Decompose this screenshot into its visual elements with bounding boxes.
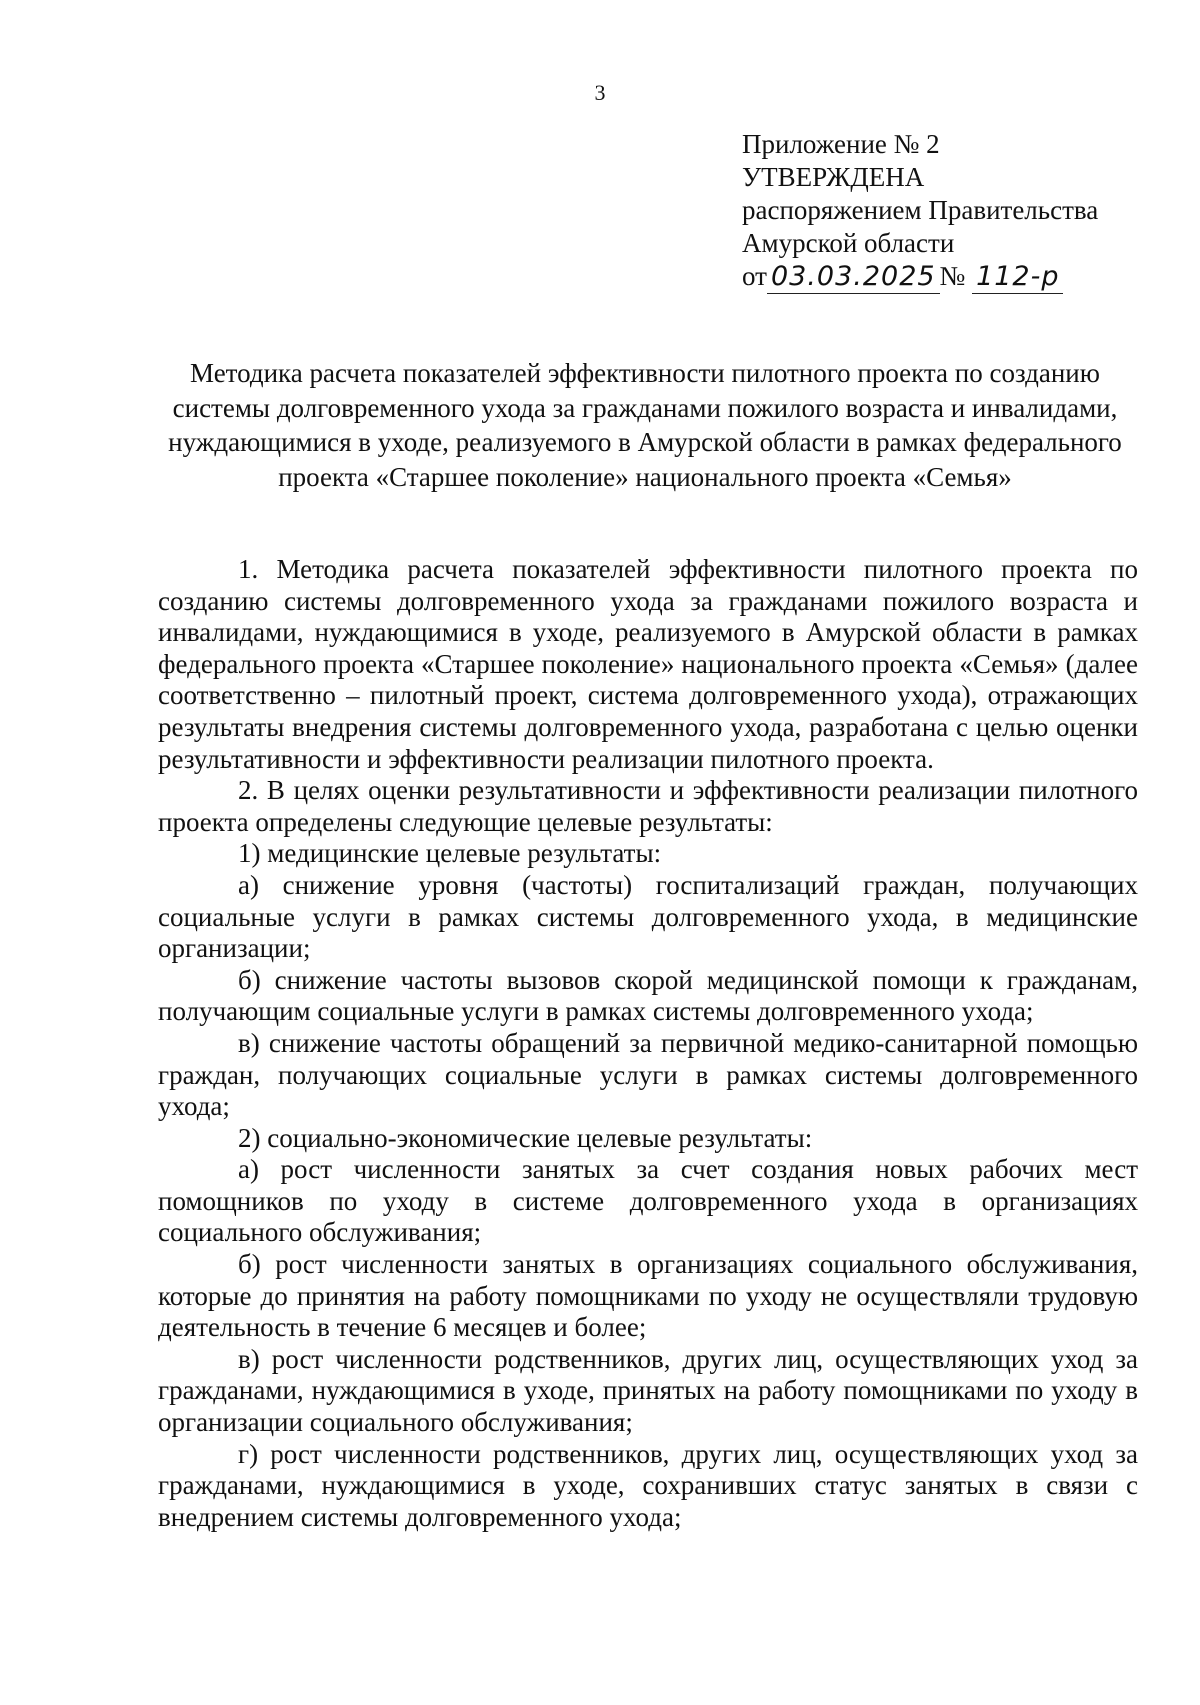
page-number: 3 — [594, 80, 606, 105]
document-title: Методика расчета показателей эффективности пилотного проекта по созданию системы долговременного ухода за гражданами пожилого возраста и инвалидами, нуждающимися в уходе, реализуемого в Амурской области в рамках федерального проекта «Старшее поколение» национального проекта «Семья» — [168, 358, 1122, 492]
paragraph-1: 1. Методика расчета показателей эффективности пилотного проекта по созданию системы долговременного ухода за гражданами пожилого возраста и инвалидами, нуждающимися в уходе, реализуемого в Амурской области в рамках федерального проекта «Старшее поколение» национального проекта «Семья» (далее соответственно – пилотный проект, система долговременного ухода), отражающих результаты внедрения системы долговременного ухода, разработана с целью оценки результативности и эффективности реализации пилотного проекта. — [158, 554, 1138, 774]
document-body — [158, 554, 1138, 1533]
paragraph-medical-results: 1) медицинские целевые результаты: — [238, 838, 662, 869]
appendix-label: Приложение № 2 — [742, 129, 940, 159]
paragraph-2: 2. В целях оценки результативности и эффективности реализации пилотного проекта определены следующие целевые результаты: — [158, 775, 1138, 837]
number-prefix: № — [939, 261, 966, 291]
approval-block — [742, 128, 1162, 294]
paragraph-socioeconomic-results: 2) социально-экономические целевые результаты: — [238, 1122, 813, 1153]
handwritten-number: 112-р — [972, 260, 1063, 294]
date-prefix: от — [742, 261, 767, 291]
paragraph-medical-b: б) снижение частоты вызовов скорой медицинской помощи к гражданам, получающим социальные услуги в рамках системы долговременного ухода; — [158, 964, 1138, 1027]
paragraph-socioeconomic-d: г) рост численности родственников, других лиц, осуществляющих уход за гражданами, нуждающимися в уходе, сохранивших статус занятых в связи с внедрением системы долговременного ухода; — [158, 1438, 1138, 1532]
handwritten-date: 03.03.2025 — [767, 260, 940, 294]
approved-label: УТВЕРЖДЕНА — [742, 162, 925, 192]
paragraph-socioeconomic-b: б) рост численности занятых в организациях социального обслуживания, которые до принятия на работу помощниками по уходу не осуществляли трудовую деятельность в течение 6 месяцев и более; — [158, 1249, 1138, 1343]
paragraph-socioeconomic-c: в) рост численности родственников, других лиц, осуществляющих уход за гражданами, нуждающимися в уходе, принятых на работу помощниками по уходу в организации социального обслуживания; — [158, 1343, 1138, 1438]
paragraph-medical-c: в) снижение частоты обращений за первичной медико-санитарной помощью граждан, получающих социальные услуги в рамках системы долговременного ухода; — [158, 1027, 1138, 1122]
approved-by-line-2: Амурской области — [742, 228, 955, 258]
approved-by-line-1: распоряжением Правительства — [742, 195, 1099, 225]
paragraph-medical-a: а) снижение уровня (частоты) госпитализаций граждан, получающих социальные услуги в рамках системы долговременного ухода, в медицинские организации; — [158, 869, 1138, 964]
paragraph-socioeconomic-a: а) рост численности занятых за счет создания новых рабочих мест помощников по уходу в системе долговременного ухода в организациях социального обслуживания; — [158, 1154, 1138, 1248]
date-number-line — [742, 260, 1162, 294]
